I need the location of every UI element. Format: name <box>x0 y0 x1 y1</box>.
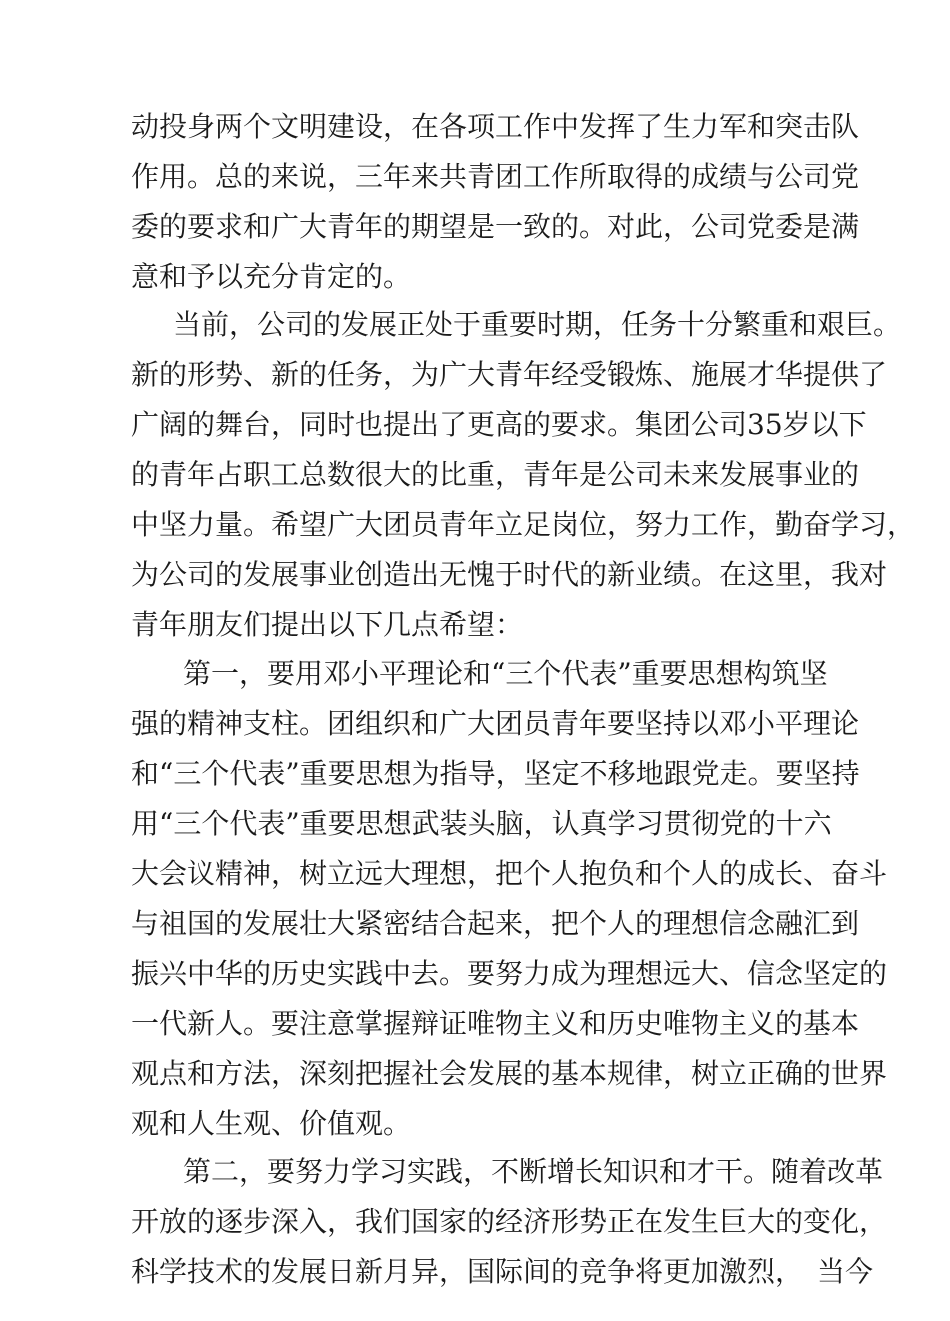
text-line: 用“三个代表”重要思想武装头脑，认真学习贯彻党的十六 <box>131 807 832 840</box>
text-line: 作用。总的来说，三年来共青团工作所取得的成绩与公司党 <box>131 160 860 193</box>
text-line: 当前，公司的发展正处于重要时期，任务十分繁重和艰巨。 <box>173 308 902 341</box>
text-line: 第二，要努力学习实践，不断增长知识和才干。随着改革 <box>183 1155 884 1188</box>
text-line: 动投身两个文明建设，在各项工作中发挥了生力军和突击队 <box>131 110 860 143</box>
text-line: 新的形势、新的任务，为广大青年经受锻炼、施展才华提供了 <box>131 358 888 391</box>
text-line: 大会议精神，树立远大理想，把个人抱负和个人的成长、奋斗 <box>131 857 888 890</box>
text-line: 观点和方法，深刻把握社会发展的基本规律，树立正确的世界 <box>131 1057 888 1090</box>
text-line: 振兴中华的历史实践中去。要努力成为理想远大、信念坚定的 <box>131 957 888 990</box>
text-line: 青年朋友们提出以下几点希望： <box>131 608 524 641</box>
text-line: 强的精神支柱。团组织和广大团员青年要坚持以邓小平理论 <box>131 707 860 740</box>
text-line: 开放的逐步深入，我们国家的经济形势正在发生巨大的变化， <box>131 1205 888 1238</box>
text-line: 一代新人。要注意掌握辩证唯物主义和历史唯物主义的基本 <box>131 1007 860 1040</box>
text-line: 和“三个代表”重要思想为指导，坚定不移地跟党走。要坚持 <box>131 757 860 790</box>
text-line: 委的要求和广大青年的期望是一致的。对此，公司党委是满 <box>131 210 860 243</box>
text-line: 与祖国的发展壮大紧密结合起来，把个人的理想信念融汇到 <box>131 907 860 940</box>
text-line: 中坚力量。希望广大团员青年立足岗位，努力工作，勤奋学习， <box>131 508 916 541</box>
text-line: 意和予以充分肯定的。 <box>131 260 412 293</box>
text-line: 第一，要用邓小平理论和“三个代表”重要思想构筑坚 <box>183 657 828 690</box>
text-line: 观和人生观、价值观。 <box>131 1107 412 1140</box>
text-line: 科学技术的发展日新月异，国际间的竞争将更加激烈， 当今 <box>131 1255 874 1288</box>
text-line: 的青年占职工总数很大的比重，青年是公司未来发展事业的 <box>131 458 860 491</box>
text-line: 为公司的发展事业创造出无愧于时代的新业绩。在这里，我对 <box>131 558 888 591</box>
text-line: 广阔的舞台，同时也提出了更高的要求。集团公司35岁以下 <box>131 408 867 441</box>
